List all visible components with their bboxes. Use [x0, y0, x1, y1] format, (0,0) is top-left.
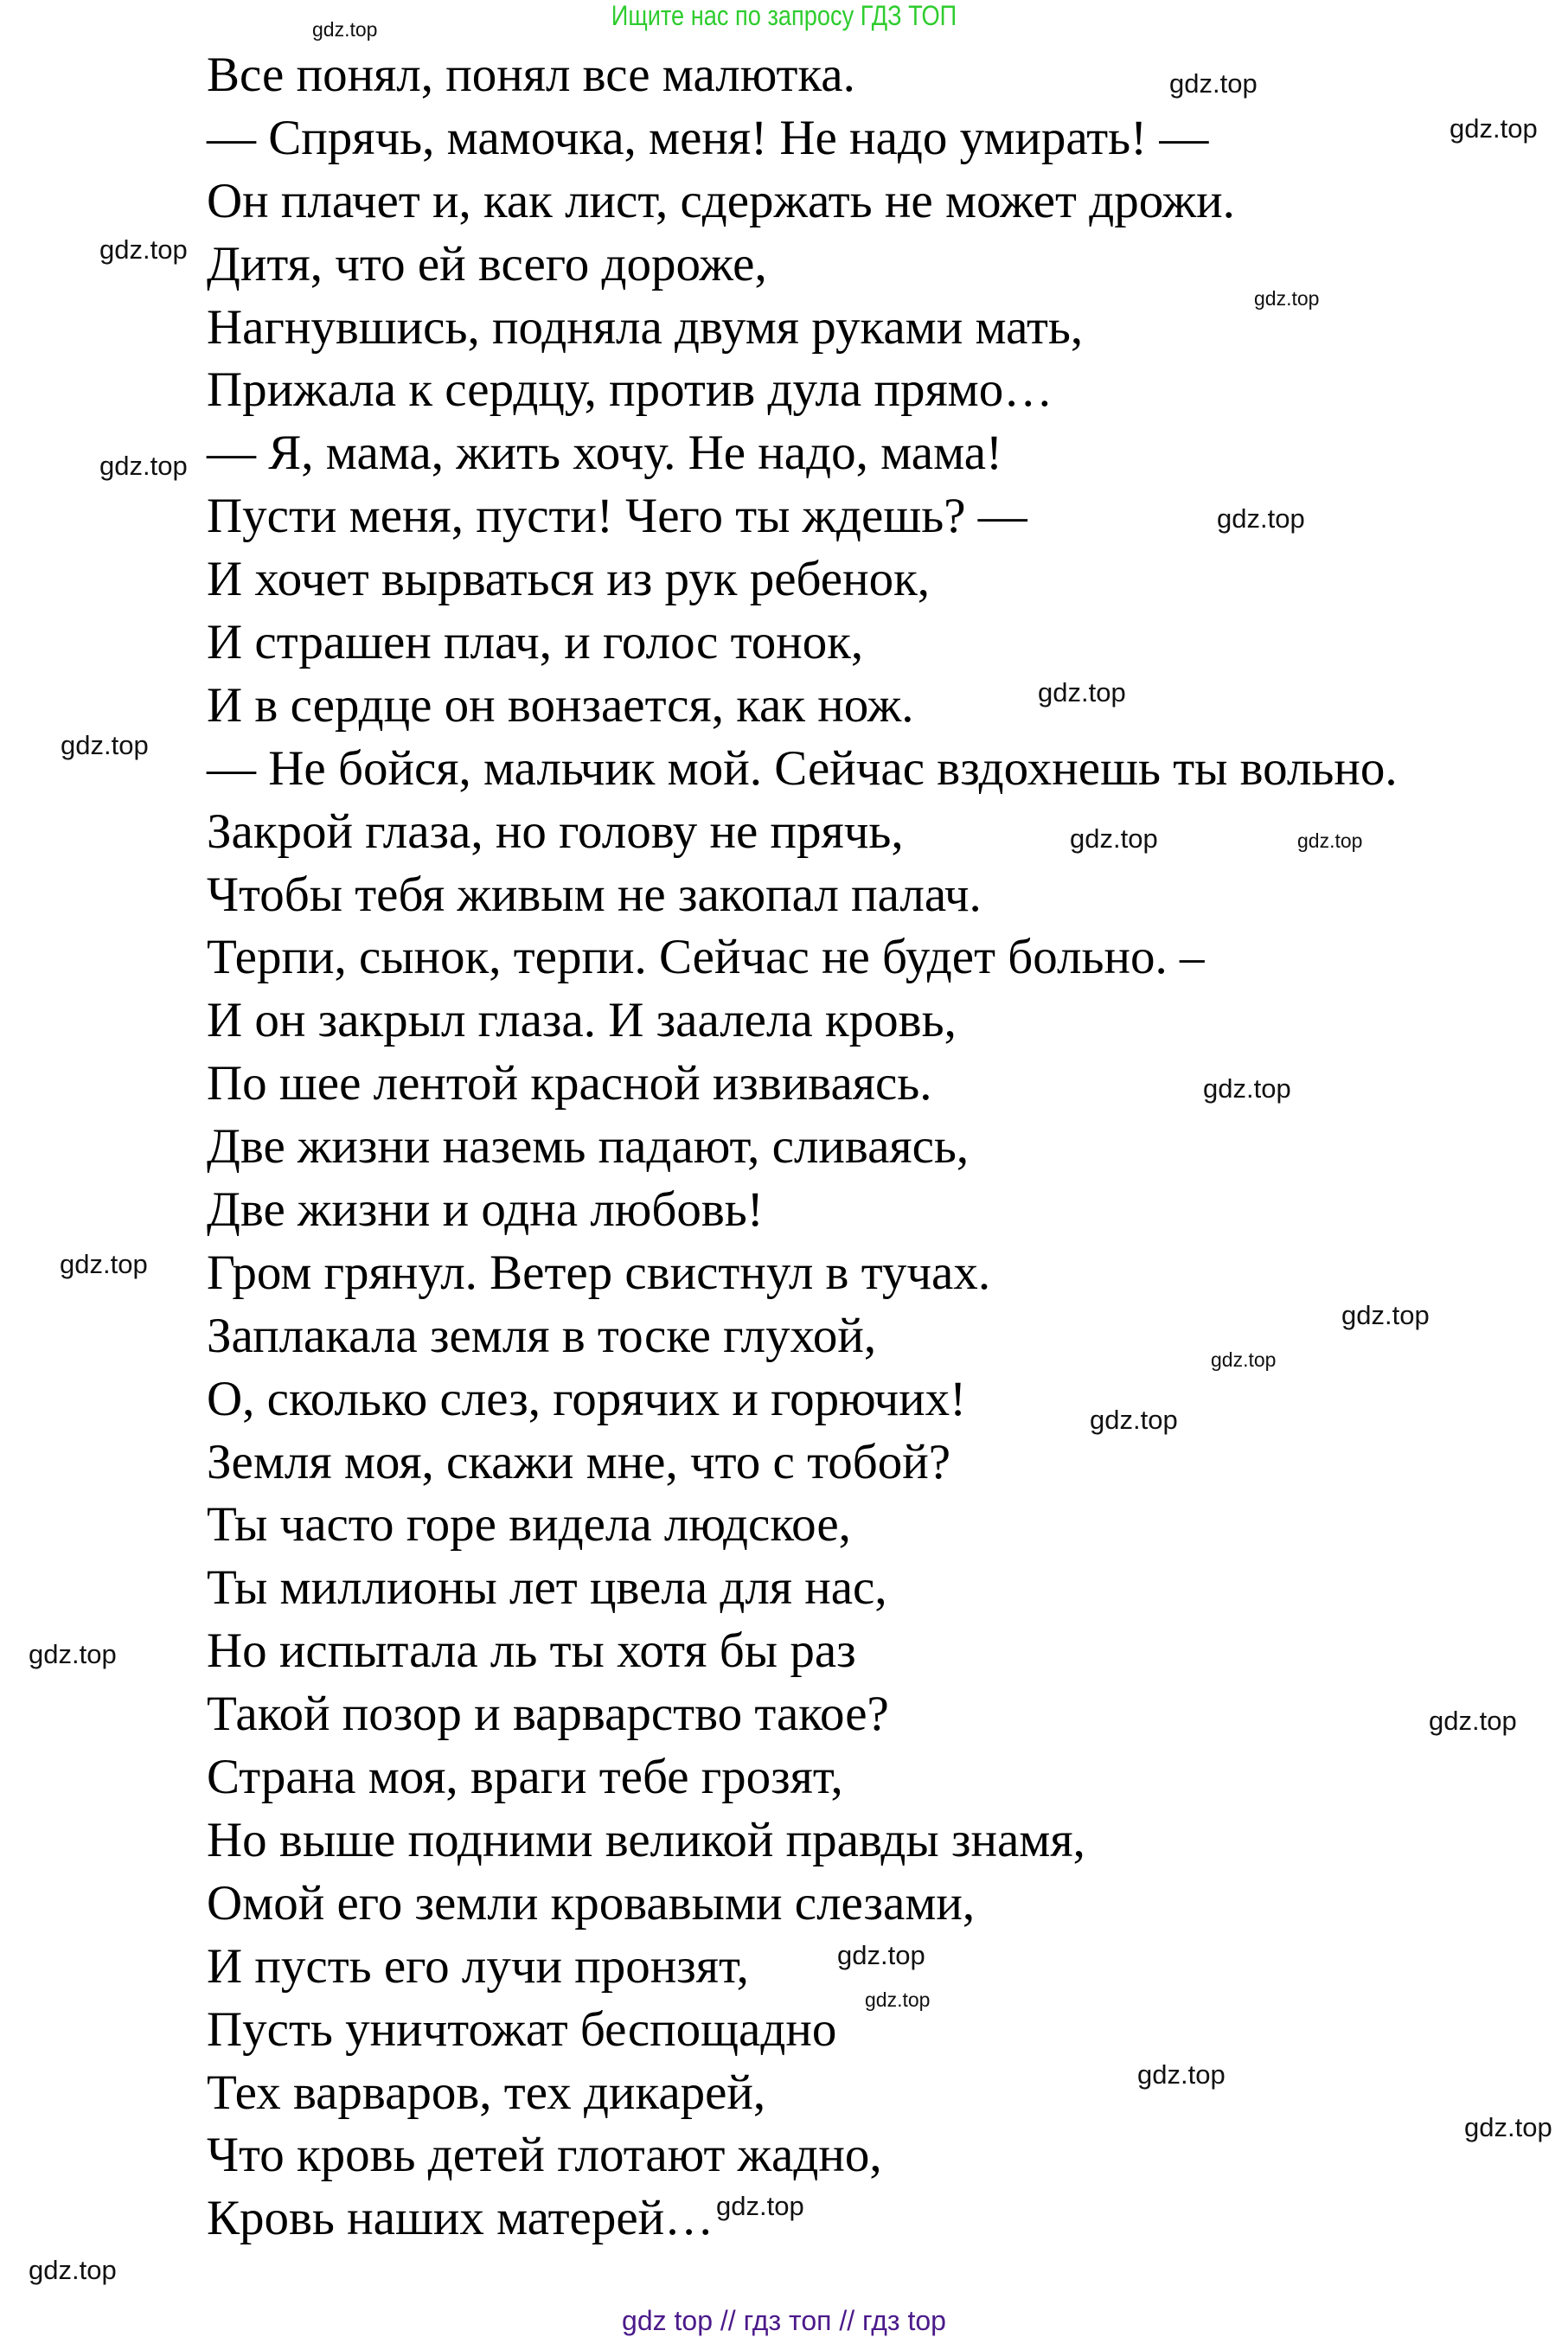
poem-line: Страна моя, враги тебе грозят, — [207, 1750, 843, 1805]
poem-line: И он закрыл глаза. И заалела кровь, — [207, 993, 957, 1048]
watermark: gdz.top — [312, 18, 378, 41]
poem-line: Гром грянул. Ветер свистнул в тучах. — [207, 1245, 991, 1300]
watermark: gdz.top — [29, 1639, 117, 1669]
watermark: gdz.top — [1203, 1073, 1291, 1104]
watermark: gdz.top — [865, 1988, 931, 2011]
watermark: gdz.top — [1429, 1706, 1517, 1736]
poem-line: Ты часто горе видела людское, — [207, 1497, 851, 1553]
poem-line: Все понял, понял все малютка. — [207, 48, 855, 102]
poem-line: Пусти меня, пусти! Чего ты ждешь? — — [207, 489, 1027, 544]
watermark: gdz.top — [1211, 1348, 1277, 1371]
poem-line: Омой его земли кровавыми слезами, — [207, 1875, 976, 1930]
poem-line: Кровь наших матерей… — [207, 2191, 714, 2246]
watermark: gdz.top — [99, 234, 188, 265]
poem-line: Дитя, что ей всего дороже, — [207, 236, 767, 291]
poem-text — [207, 44, 1398, 2251]
footer-links: gdz top // гдз топ // гдз top — [622, 2305, 946, 2336]
watermark: gdz.top — [1038, 677, 1126, 708]
poem-line: Ты миллионы лет цвела для нас, — [207, 1560, 887, 1616]
watermark: gdz.top — [1464, 2112, 1552, 2142]
watermark: gdz.top — [1090, 1405, 1178, 1435]
poem-line: И в сердце он вонзается, как нож. — [207, 677, 914, 733]
poem-line: — Спрячь, мамочка, меня! Не надо умирать! — — [207, 110, 1209, 165]
search-hint-banner: Ищите нас по запросу ГДЗ ТОП — [611, 0, 957, 31]
poem-line: Заплакала земля в тоске глухой, — [207, 1308, 877, 1363]
poem-line: Тех варваров, тех дикарей, — [207, 2065, 766, 2120]
poem-line: И страшен плач, и голос тонок, — [207, 615, 864, 670]
poem-line: По шее лентой красной извиваясь. — [207, 1056, 932, 1111]
watermark: gdz.top — [60, 1249, 148, 1279]
watermark: gdz.top — [1169, 68, 1258, 99]
poem-line: Две жизни и одна любовь! — [207, 1182, 764, 1238]
poem-line: Но выше подними великой правды знамя, — [207, 1812, 1085, 1867]
poem-line: — Не бойся, мальчик мой. Сейчас вздохнешь ты вольно. — [207, 740, 1398, 796]
watermark: gdz.top — [1341, 1300, 1430, 1330]
poem-line: Прижала к сердцу, против дула прямо… — [207, 362, 1053, 418]
watermark: gdz.top — [837, 1940, 925, 1970]
poem-line: Две жизни наземь падают, сливаясь, — [207, 1119, 970, 1175]
poem-line: Нагнувшись, подняла двумя руками мать, — [207, 299, 1084, 355]
poem-line: И пусть его лучи пронзят, — [207, 1938, 749, 1994]
watermark: gdz.top — [1217, 503, 1305, 534]
watermark: gdz.top — [716, 2191, 804, 2221]
poem-line: Терпи, сынок, терпи. Сейчас не будет больно. – — [207, 930, 1205, 985]
poem-line: — Я, мама, жить хочу. Не надо, мама! — [207, 426, 1003, 481]
poem-line: Закрой глаза, но голову не прячь, — [207, 804, 904, 859]
poem-line: Пусть уничтожат беспощадно — [207, 2001, 837, 2057]
poem-line: И хочет вырваться из рук ребенок, — [207, 552, 931, 607]
watermark: gdz.top — [1137, 2059, 1226, 2090]
poem-line: Такой позор и варварство такое? — [207, 1687, 889, 1742]
poem-line: Земля моя, скажи мне, что с тобой? — [207, 1434, 951, 1489]
watermark: gdz.top — [99, 451, 188, 481]
watermark: gdz.top — [1297, 829, 1363, 852]
poem-line: Он плачет и, как лист, сдержать не может дрожи. — [207, 173, 1235, 228]
watermark: gdz.top — [1450, 113, 1538, 144]
poem-line: О, сколько слез, горячих и горючих! — [207, 1371, 967, 1426]
poem-line: Но испытала ль ты хотя бы раз — [207, 1623, 856, 1679]
watermark: gdz.top — [29, 2255, 117, 2285]
poem-line: Что кровь детей глотают жадно, — [207, 2128, 882, 2183]
watermark: gdz.top — [61, 730, 149, 760]
poem-line: Чтобы тебя живым не закопал палач. — [207, 867, 982, 922]
watermark: gdz.top — [1254, 287, 1320, 310]
watermark: gdz.top — [1070, 823, 1158, 854]
